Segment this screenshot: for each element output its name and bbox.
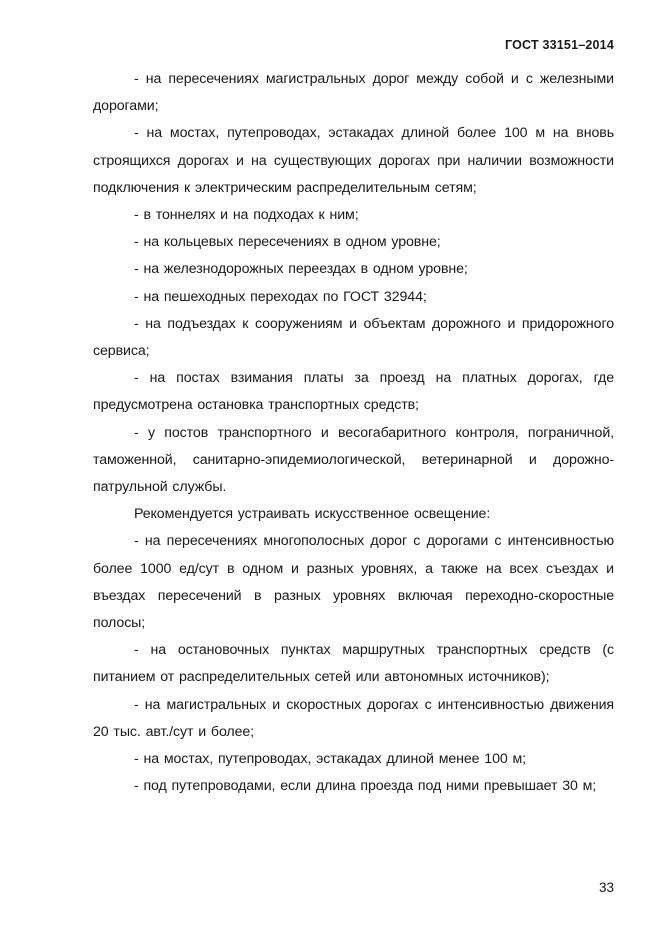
list-item: - на пересечениях многополосных дорог с дорогами с интенсивностью более 1000 ед/сут в одном и разных уровнях, а также на всех съездах и въездах пересечений в разных уровнях включая переходно-скоростные полосы; — [93, 533, 614, 632]
list-item: - на железнодорожных переездах в одном уровне; — [134, 261, 468, 278]
list-item: - на кольцевых пересечениях в одном уровне; — [134, 234, 441, 251]
section-lead-paragraph: Рекомендуется устраивать искусственное освещение: — [134, 506, 491, 523]
list-item: - у постов транспортного и весогабаритного контроля, пограничной, таможенной, санитарно-эпидемиологической, ветеринарной и дорожно-патрульной службы. — [93, 424, 614, 496]
document-code: ГОСТ 33151–2014 — [505, 38, 614, 52]
list-item: - в тоннелях и на подходах к ним; — [134, 207, 359, 224]
list-item: - на пересечениях магистральных дорог между собой и с железными дорогами; — [93, 71, 614, 115]
list-item: - на остановочных пунктах маршрутных транспортных средств (с питанием от распределительных сетей или автономных источников); — [93, 642, 614, 686]
page-number: 33 — [598, 880, 614, 895]
list-item: - на магистральных и скоростных дорогах с интенсивностью движения 20 тыс. авт./сут и более; — [93, 696, 614, 740]
list-item: - на мостах, путепроводах, эстакадах длиной более 100 м на вновь строящихся дорогах и на существующих дорогах при наличии возможности подключения к электрическим распределительным сетям; — [93, 125, 614, 196]
page-body — [93, 66, 614, 800]
list-item: - на мостах, путепроводах, эстакадах длиной менее 100 м; — [134, 751, 527, 768]
list-item: - на подъездах к сооружениям и объектам дорожного и придорожного сервиса; — [93, 315, 614, 360]
list-item: - под путепроводами, если длина проезда под ними превышает 30 м; — [134, 778, 597, 795]
list-item: - на постах взимания платы за проезд на платных дорогах, где предусмотрена остановка транспортных средств; — [93, 370, 614, 414]
list-item: - на пешеходных переходах по ГОСТ 32944; — [134, 288, 427, 305]
